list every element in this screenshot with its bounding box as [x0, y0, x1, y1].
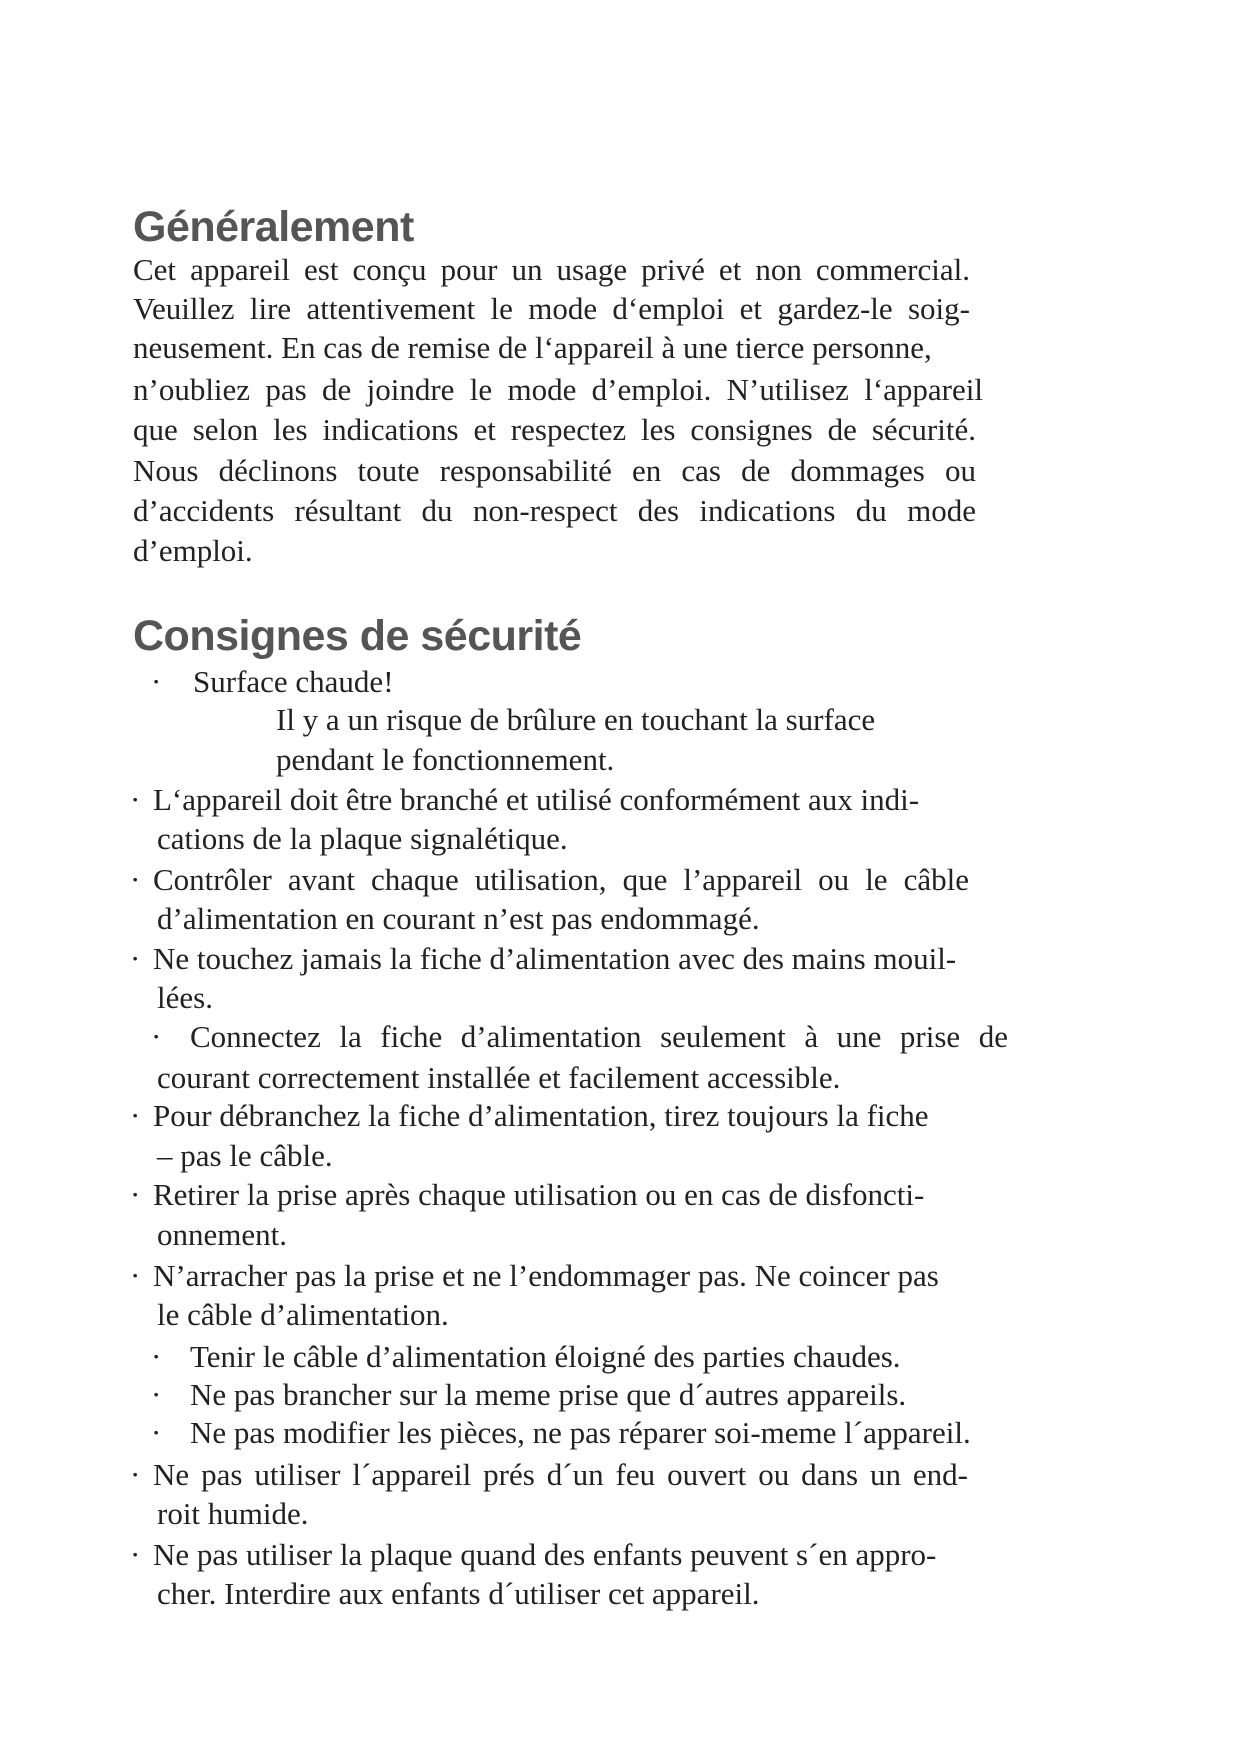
- list-item-text: Ne pas utiliser l´appareil prés d´un feu ouvert ou dans un end-: [153, 1457, 968, 1492]
- list-item-text: Il y a un risque de brûlure en touchant la surface: [276, 702, 876, 737]
- paragraph-line: Veuillez lire attentivement le mode d‘emploi et gardez-le soig-: [133, 291, 970, 326]
- bullet: ·: [130, 862, 141, 897]
- list-item-text: Surface chaude!: [193, 664, 394, 699]
- list-item-text: lées.: [157, 980, 213, 1015]
- list-item-text: roit humide.: [157, 1496, 309, 1531]
- paragraph-line: neusement. En cas de remise de l‘appareil à une tierce personne,: [133, 330, 932, 365]
- bullet: ·: [130, 1537, 141, 1572]
- paragraph-line: Cet appareil est conçu pour un usage privé et non commercial.: [133, 252, 970, 287]
- list-item-text: Ne pas utiliser la plaque quand des enfants peuvent s´en appro-: [153, 1537, 937, 1572]
- list-item-text: d’alimentation en courant n’est pas endommagé.: [157, 901, 760, 936]
- paragraph-line: que selon les indications et respectez les consignes de sécurité.: [133, 412, 976, 447]
- paragraph-line: Nous déclinons toute responsabilité en cas de dommages ou: [133, 453, 976, 488]
- list-item-text: Ne touchez jamais la fiche d’alimentation avec des mains mouil-: [153, 941, 957, 976]
- list-item-text: – pas le câble.: [157, 1138, 333, 1173]
- list-item-text: L‘appareil doit être branché et utilisé conformément aux indi-: [153, 782, 920, 817]
- bullet: ·: [130, 941, 141, 976]
- bullet: ·: [151, 664, 162, 699]
- list-item-text: Ne pas brancher sur la meme prise que d´autres appareils.: [190, 1377, 907, 1412]
- list-item-text: N’arracher pas la prise et ne l’endommager pas. Ne coincer pas: [153, 1258, 939, 1293]
- list-item-text: pendant le fonctionnement.: [276, 742, 615, 777]
- bullet: ·: [130, 1177, 141, 1212]
- list-item-text: Tenir le câble d’alimentation éloigné des parties chaudes.: [190, 1339, 901, 1374]
- list-item-text: Ne pas modifier les pièces, ne pas réparer soi-meme l´appareil.: [190, 1415, 971, 1450]
- paragraph-line: d’accidents résultant du non-respect des indications du mode: [133, 493, 976, 528]
- bullet: ·: [130, 1457, 141, 1492]
- bullet: ·: [130, 1098, 141, 1133]
- list-item-text: cher. Interdire aux enfants d´utiliser cet appareil.: [157, 1576, 760, 1611]
- list-item-text: Retirer la prise après chaque utilisation ou en cas de disfoncti-: [153, 1177, 925, 1212]
- bullet: ·: [151, 1019, 162, 1054]
- paragraph-line: d’emploi.: [133, 533, 253, 568]
- section-heading-general: Généralement: [133, 203, 414, 251]
- bullet: ·: [151, 1415, 162, 1450]
- list-item-text: Pour débranchez la fiche d’alimentation, tirez toujours la fiche: [153, 1098, 929, 1133]
- list-item-text: courant correctement installée et facilement accessible.: [157, 1060, 841, 1095]
- list-item-text: Connectez la fiche d’alimentation seulement à une prise de: [190, 1019, 1008, 1054]
- bullet: ·: [130, 1258, 141, 1293]
- list-item-text: le câble d’alimentation.: [157, 1297, 449, 1332]
- list-item-text: Contrôler avant chaque utilisation, que l’appareil ou le câble: [153, 862, 969, 897]
- bullet: ·: [151, 1339, 162, 1374]
- section-heading-safety: Consignes de sécurité: [133, 612, 582, 660]
- paragraph-line: n’oubliez pas de joindre le mode d’emploi. N’utilisez l‘appareil: [133, 372, 983, 407]
- bullet: ·: [151, 1377, 162, 1412]
- list-item-text: onnement.: [157, 1217, 287, 1252]
- list-item-text: cations de la plaque signalétique.: [157, 821, 568, 856]
- bullet: ·: [130, 782, 141, 817]
